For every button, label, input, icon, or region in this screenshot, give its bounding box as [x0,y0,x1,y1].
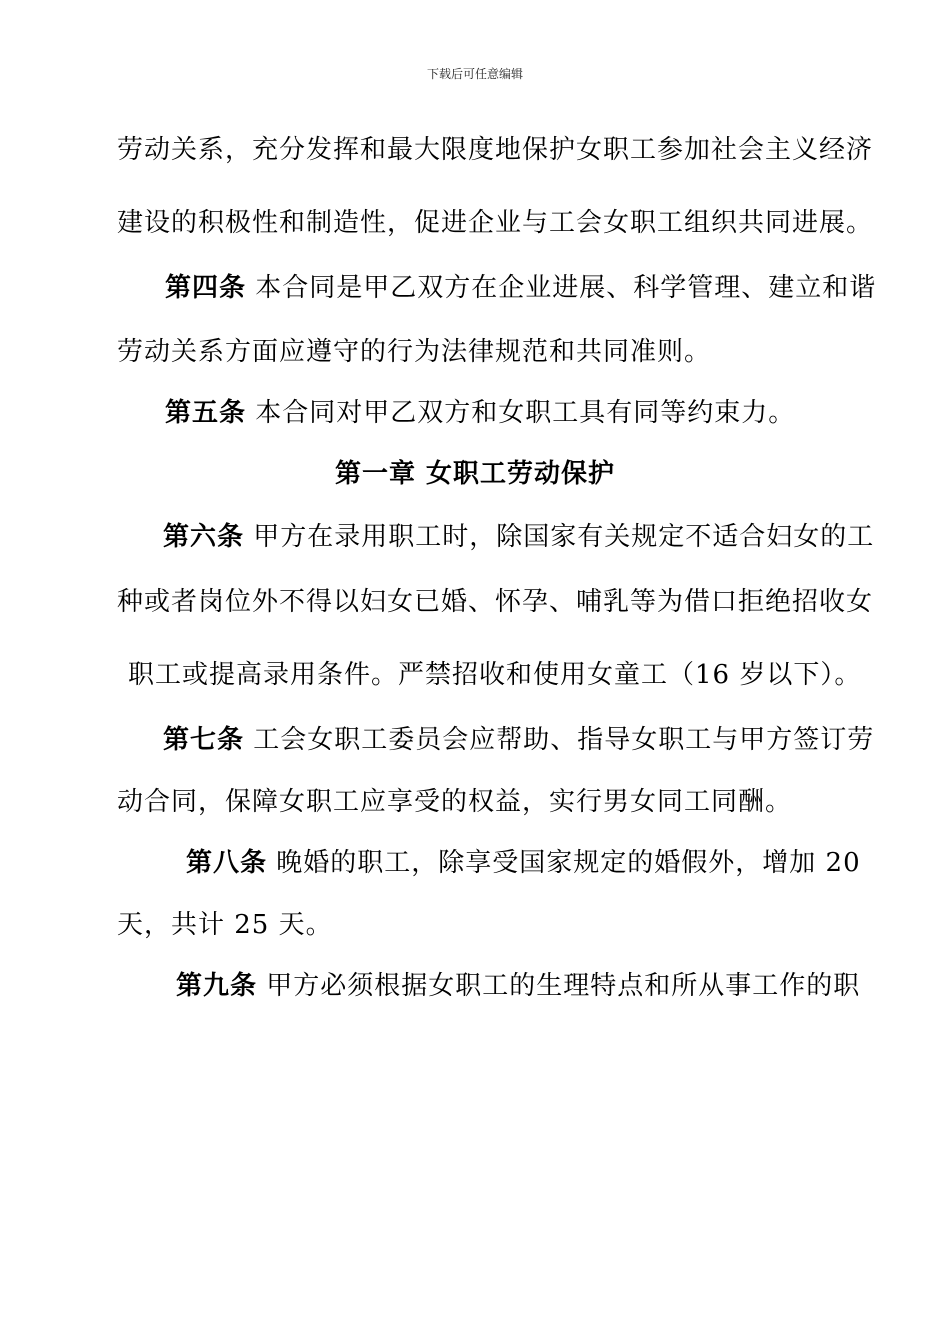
paragraph-line: 劳动关系方面应遵守的行为法律规范和共同准则。 [117,337,712,367]
article-9-line [176,969,861,1003]
article-5-label: 第五条 [165,398,247,428]
article-6-label: 第六条 [163,522,245,552]
article-4-text: 本合同是甲乙双方在企业进展、科学管理、建立和谐 [246,273,877,303]
paragraph-line: 动合同，保障女职工应享受的权益，实行男女同工同酬。 [117,787,793,817]
article-6-text: 甲方在录用职工时，除国家有关规定不适合妇女的工 [244,522,875,552]
paragraph-line: 种或者岗位外不得以妇女已婚、怀孕、哺乳等为借口拒绝招收女 [117,587,874,617]
article-8-text: 晚婚的职工，除享受国家规定的婚假外，增加 20 [267,848,861,878]
article-4-label: 第四条 [165,273,247,303]
article-7-text: 工会女职工委员会应帮助、指导女职工与甲方签订劳 [244,725,875,755]
paragraph-line: 职工或提高录用条件。严禁招收和使用女童工（16 岁以下）。 [128,660,862,690]
article-7-label: 第七条 [163,725,245,755]
chapter-1-heading: 第一章 女职工劳动保护 [334,459,616,489]
article-5-line [165,396,795,430]
article-8-label: 第八条 [186,848,268,878]
article-7-line [163,723,875,757]
article-9-text: 甲方必须根据女职工的生理特点和所从事工作的职 [257,971,861,1001]
article-4-line [165,271,877,305]
article-6-line [163,520,875,554]
paragraph-line: 劳动关系，充分发挥和最大限度地保护女职工参加社会主义经济 [117,135,874,165]
article-9-label: 第九条 [176,971,258,1001]
page-header: 下载后可任意编辑 [426,67,523,81]
paragraph-line: 天，共计 25 天。 [117,910,333,940]
article-8-line [186,846,861,880]
article-5-text: 本合同对甲乙双方和女职工具有同等约束力。 [246,398,796,428]
paragraph-line: 建设的积极性和制造性，促进企业与工会女职工组织共同进展。 [117,208,874,238]
